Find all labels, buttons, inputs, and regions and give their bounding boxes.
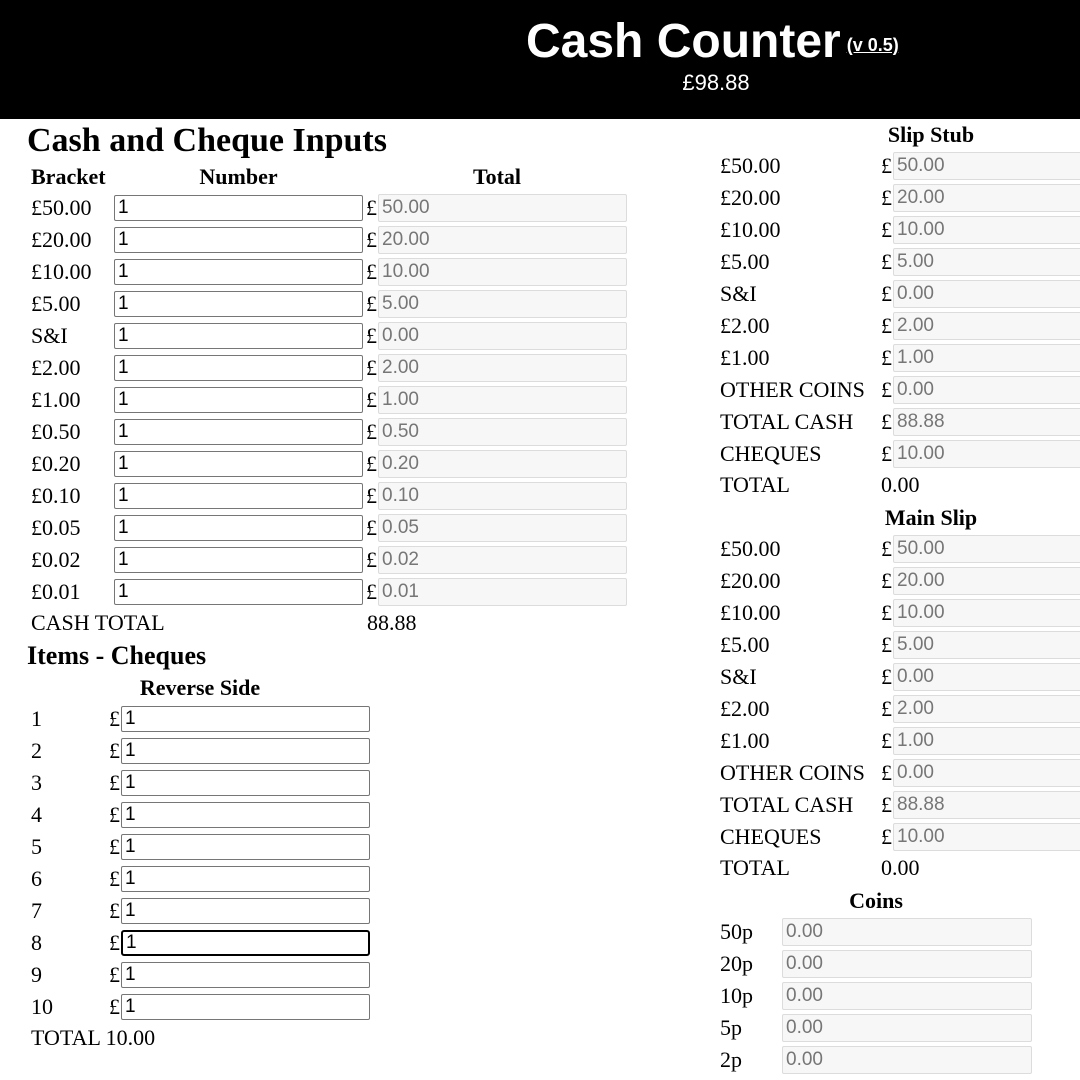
- slip-label: S&I: [720, 664, 757, 689]
- bracket-label: S&I: [31, 323, 68, 348]
- total-output: [378, 354, 627, 382]
- coin-value-output: [782, 982, 1032, 1010]
- col-bracket-header: Bracket: [31, 164, 106, 189]
- slip-label: TOTAL CASH: [720, 409, 854, 434]
- bracket-label: £10.00: [31, 259, 92, 284]
- currency-symbol: £: [881, 217, 892, 242]
- bracket-label: £0.50: [31, 419, 81, 444]
- slip-stub-heading: Slip Stub: [887, 122, 975, 147]
- coin-value-output: [782, 950, 1032, 978]
- currency-symbol: £: [366, 227, 377, 252]
- bracket-label: £1.00: [31, 387, 81, 412]
- coins-heading: Coins: [849, 888, 903, 913]
- slip-value-output: [893, 535, 1080, 563]
- number-input[interactable]: [114, 547, 363, 573]
- cheque-index: 5: [31, 834, 42, 859]
- slip-label: £50.00: [720, 536, 781, 561]
- cheque-input[interactable]: [121, 866, 370, 892]
- slip-value-output: [893, 408, 1080, 436]
- currency-symbol: £: [881, 760, 892, 785]
- slip-label: £2.00: [720, 313, 770, 338]
- cheque-index: 10: [31, 994, 53, 1019]
- cheques-total-value: 10.00: [105, 1025, 156, 1050]
- cheque-input[interactable]: [121, 834, 370, 860]
- currency-symbol: £: [109, 898, 120, 923]
- currency-symbol: £: [881, 281, 892, 306]
- currency-symbol: £: [109, 994, 120, 1019]
- reverse-side-header: Reverse Side: [139, 675, 261, 700]
- currency-symbol: £: [881, 600, 892, 625]
- currency-symbol: £: [366, 195, 377, 220]
- currency-symbol: £: [109, 962, 120, 987]
- number-input[interactable]: [114, 355, 363, 381]
- col-total-header: Total: [472, 164, 522, 189]
- cheque-index: 6: [31, 866, 42, 891]
- main-slip-total-label: TOTAL: [720, 855, 790, 880]
- cheque-input[interactable]: [121, 738, 370, 764]
- currency-symbol: £: [881, 249, 892, 274]
- coin-label: 2p: [720, 1047, 742, 1072]
- slip-value-output: [893, 631, 1080, 659]
- currency-symbol: £: [366, 419, 377, 444]
- cheque-input[interactable]: [121, 898, 370, 924]
- total-output: [378, 514, 627, 542]
- currency-symbol: £: [881, 313, 892, 338]
- coin-label: 50p: [720, 919, 753, 944]
- slip-value-output: [893, 344, 1080, 372]
- slip-label: S&I: [720, 281, 757, 306]
- total-output: [378, 258, 627, 286]
- currency-symbol: £: [881, 536, 892, 561]
- currency-symbol: £: [366, 323, 377, 348]
- cheque-index: 8: [31, 930, 42, 955]
- number-input[interactable]: [114, 483, 363, 509]
- total-output: [378, 386, 627, 414]
- cheque-index: 3: [31, 770, 42, 795]
- slip-value-output: [893, 248, 1080, 276]
- currency-symbol: £: [109, 834, 120, 859]
- slip-value-output: [893, 440, 1080, 468]
- slip-label: £50.00: [720, 153, 781, 178]
- currency-symbol: £: [881, 728, 892, 753]
- currency-symbol: £: [366, 579, 377, 604]
- slip-label: OTHER COINS: [720, 760, 865, 785]
- cheque-index: 4: [31, 802, 42, 827]
- currency-symbol: £: [881, 441, 892, 466]
- slip-value-output: [893, 823, 1080, 851]
- slip-value-output: [893, 663, 1080, 691]
- currency-symbol: £: [366, 515, 377, 540]
- currency-symbol: £: [109, 770, 120, 795]
- total-output: [378, 450, 627, 478]
- cheque-index: 2: [31, 738, 42, 763]
- currency-symbol: £: [366, 259, 377, 284]
- slip-value-output: [893, 727, 1080, 755]
- number-input[interactable]: [114, 579, 363, 605]
- bracket-label: £0.01: [31, 579, 81, 604]
- slip-value-output: [893, 376, 1080, 404]
- slip-label: TOTAL CASH: [720, 792, 854, 817]
- app-header: [0, 0, 1080, 119]
- cheque-input[interactable]: [121, 962, 370, 988]
- slip-stub-total-value: 0.00: [881, 472, 920, 497]
- slip-value-output: [893, 791, 1080, 819]
- cheques-heading: Items - Cheques: [27, 641, 207, 670]
- currency-symbol: £: [881, 792, 892, 817]
- currency-symbol: £: [881, 409, 892, 434]
- cheque-index: 7: [31, 898, 42, 923]
- bracket-label: £5.00: [31, 291, 81, 316]
- slip-label: £5.00: [720, 632, 770, 657]
- slip-label: £20.00: [720, 568, 781, 593]
- currency-symbol: £: [366, 547, 377, 572]
- coin-label: 5p: [720, 1015, 742, 1040]
- currency-symbol: £: [366, 291, 377, 316]
- currency-symbol: £: [881, 632, 892, 657]
- slip-value-output: [893, 280, 1080, 308]
- bracket-label: £50.00: [31, 195, 92, 220]
- slip-label: £10.00: [720, 600, 781, 625]
- cheque-input[interactable]: [121, 770, 370, 796]
- slip-value-output: [893, 312, 1080, 340]
- number-input[interactable]: [114, 419, 363, 445]
- slip-label: £1.00: [720, 728, 770, 753]
- currency-symbol: £: [109, 706, 120, 731]
- currency-symbol: £: [881, 824, 892, 849]
- cheque-index: 1: [31, 706, 42, 731]
- main-slip-heading: Main Slip: [884, 505, 978, 530]
- total-output: [378, 482, 627, 510]
- slip-label: £20.00: [720, 185, 781, 210]
- number-input[interactable]: [114, 291, 363, 317]
- bracket-label: £0.05: [31, 515, 81, 540]
- number-input[interactable]: [114, 195, 363, 221]
- slip-stub-total-label: TOTAL: [720, 472, 790, 497]
- bracket-label: £0.02: [31, 547, 81, 572]
- total-output: [378, 546, 627, 574]
- coin-label: 10p: [720, 983, 753, 1008]
- cash-total-value: 88.88: [367, 610, 417, 635]
- app-title: [526, 14, 899, 73]
- slip-label: £1.00: [720, 345, 770, 370]
- slip-value-output: [893, 152, 1080, 180]
- slip-value-output: [893, 567, 1080, 595]
- coin-value-output: [782, 1046, 1032, 1074]
- currency-symbol: £: [366, 451, 377, 476]
- cheque-input[interactable]: [121, 994, 370, 1020]
- total-output: [378, 194, 627, 222]
- grand-total: £98.88: [682, 70, 750, 95]
- coin-label: 20p: [720, 951, 753, 976]
- number-input[interactable]: [114, 227, 363, 253]
- number-input[interactable]: [114, 323, 363, 349]
- number-input[interactable]: [114, 259, 363, 285]
- number-input[interactable]: [114, 451, 363, 477]
- slip-label: £2.00: [720, 696, 770, 721]
- cheque-input[interactable]: [121, 706, 370, 732]
- slip-label: CHEQUES: [720, 441, 822, 466]
- total-output: [378, 226, 627, 254]
- total-output: [378, 418, 627, 446]
- currency-symbol: £: [366, 355, 377, 380]
- currency-symbol: £: [881, 664, 892, 689]
- slip-value-output: [893, 184, 1080, 212]
- col-number-header: Number: [199, 164, 278, 189]
- app-title-text: Cash Counter: [526, 15, 841, 68]
- total-output: [378, 578, 627, 606]
- currency-symbol: £: [366, 483, 377, 508]
- slip-label: £10.00: [720, 217, 781, 242]
- number-input[interactable]: [114, 387, 363, 413]
- bracket-label: £20.00: [31, 227, 92, 252]
- total-output: [378, 290, 627, 318]
- slip-value-output: [893, 759, 1080, 787]
- cheque-input[interactable]: [121, 802, 370, 828]
- currency-symbol: £: [109, 738, 120, 763]
- cash-total-label: CASH TOTAL: [31, 610, 165, 635]
- currency-symbol: £: [881, 696, 892, 721]
- slip-value-output: [893, 599, 1080, 627]
- slip-label: OTHER COINS: [720, 377, 865, 402]
- cheque-index: 9: [31, 962, 42, 987]
- total-output: [378, 322, 627, 350]
- currency-symbol: £: [881, 153, 892, 178]
- inputs-heading: Cash and Cheque Inputs: [27, 122, 387, 159]
- currency-symbol: £: [109, 866, 120, 891]
- cheques-total: [31, 1025, 155, 1051]
- currency-symbol: £: [881, 345, 892, 370]
- slip-label: CHEQUES: [720, 824, 822, 849]
- currency-symbol: £: [366, 387, 377, 412]
- number-input[interactable]: [114, 515, 363, 541]
- slip-value-output: [893, 216, 1080, 244]
- currency-symbol: £: [881, 185, 892, 210]
- bracket-label: £0.10: [31, 483, 81, 508]
- coin-value-output: [782, 918, 1032, 946]
- slip-value-output: [893, 695, 1080, 723]
- main-slip-total-value: 0.00: [881, 855, 920, 880]
- currency-symbol: £: [881, 568, 892, 593]
- coin-value-output: [782, 1014, 1032, 1042]
- cheque-input[interactable]: [121, 930, 370, 956]
- version-link[interactable]: (v 0.5): [846, 35, 899, 55]
- currency-symbol: £: [109, 802, 120, 827]
- bracket-label: £2.00: [31, 355, 81, 380]
- slip-label: £5.00: [720, 249, 770, 274]
- currency-symbol: £: [109, 930, 120, 955]
- currency-symbol: £: [881, 377, 892, 402]
- cheques-total-label: TOTAL: [31, 1025, 101, 1050]
- bracket-label: £0.20: [31, 451, 81, 476]
